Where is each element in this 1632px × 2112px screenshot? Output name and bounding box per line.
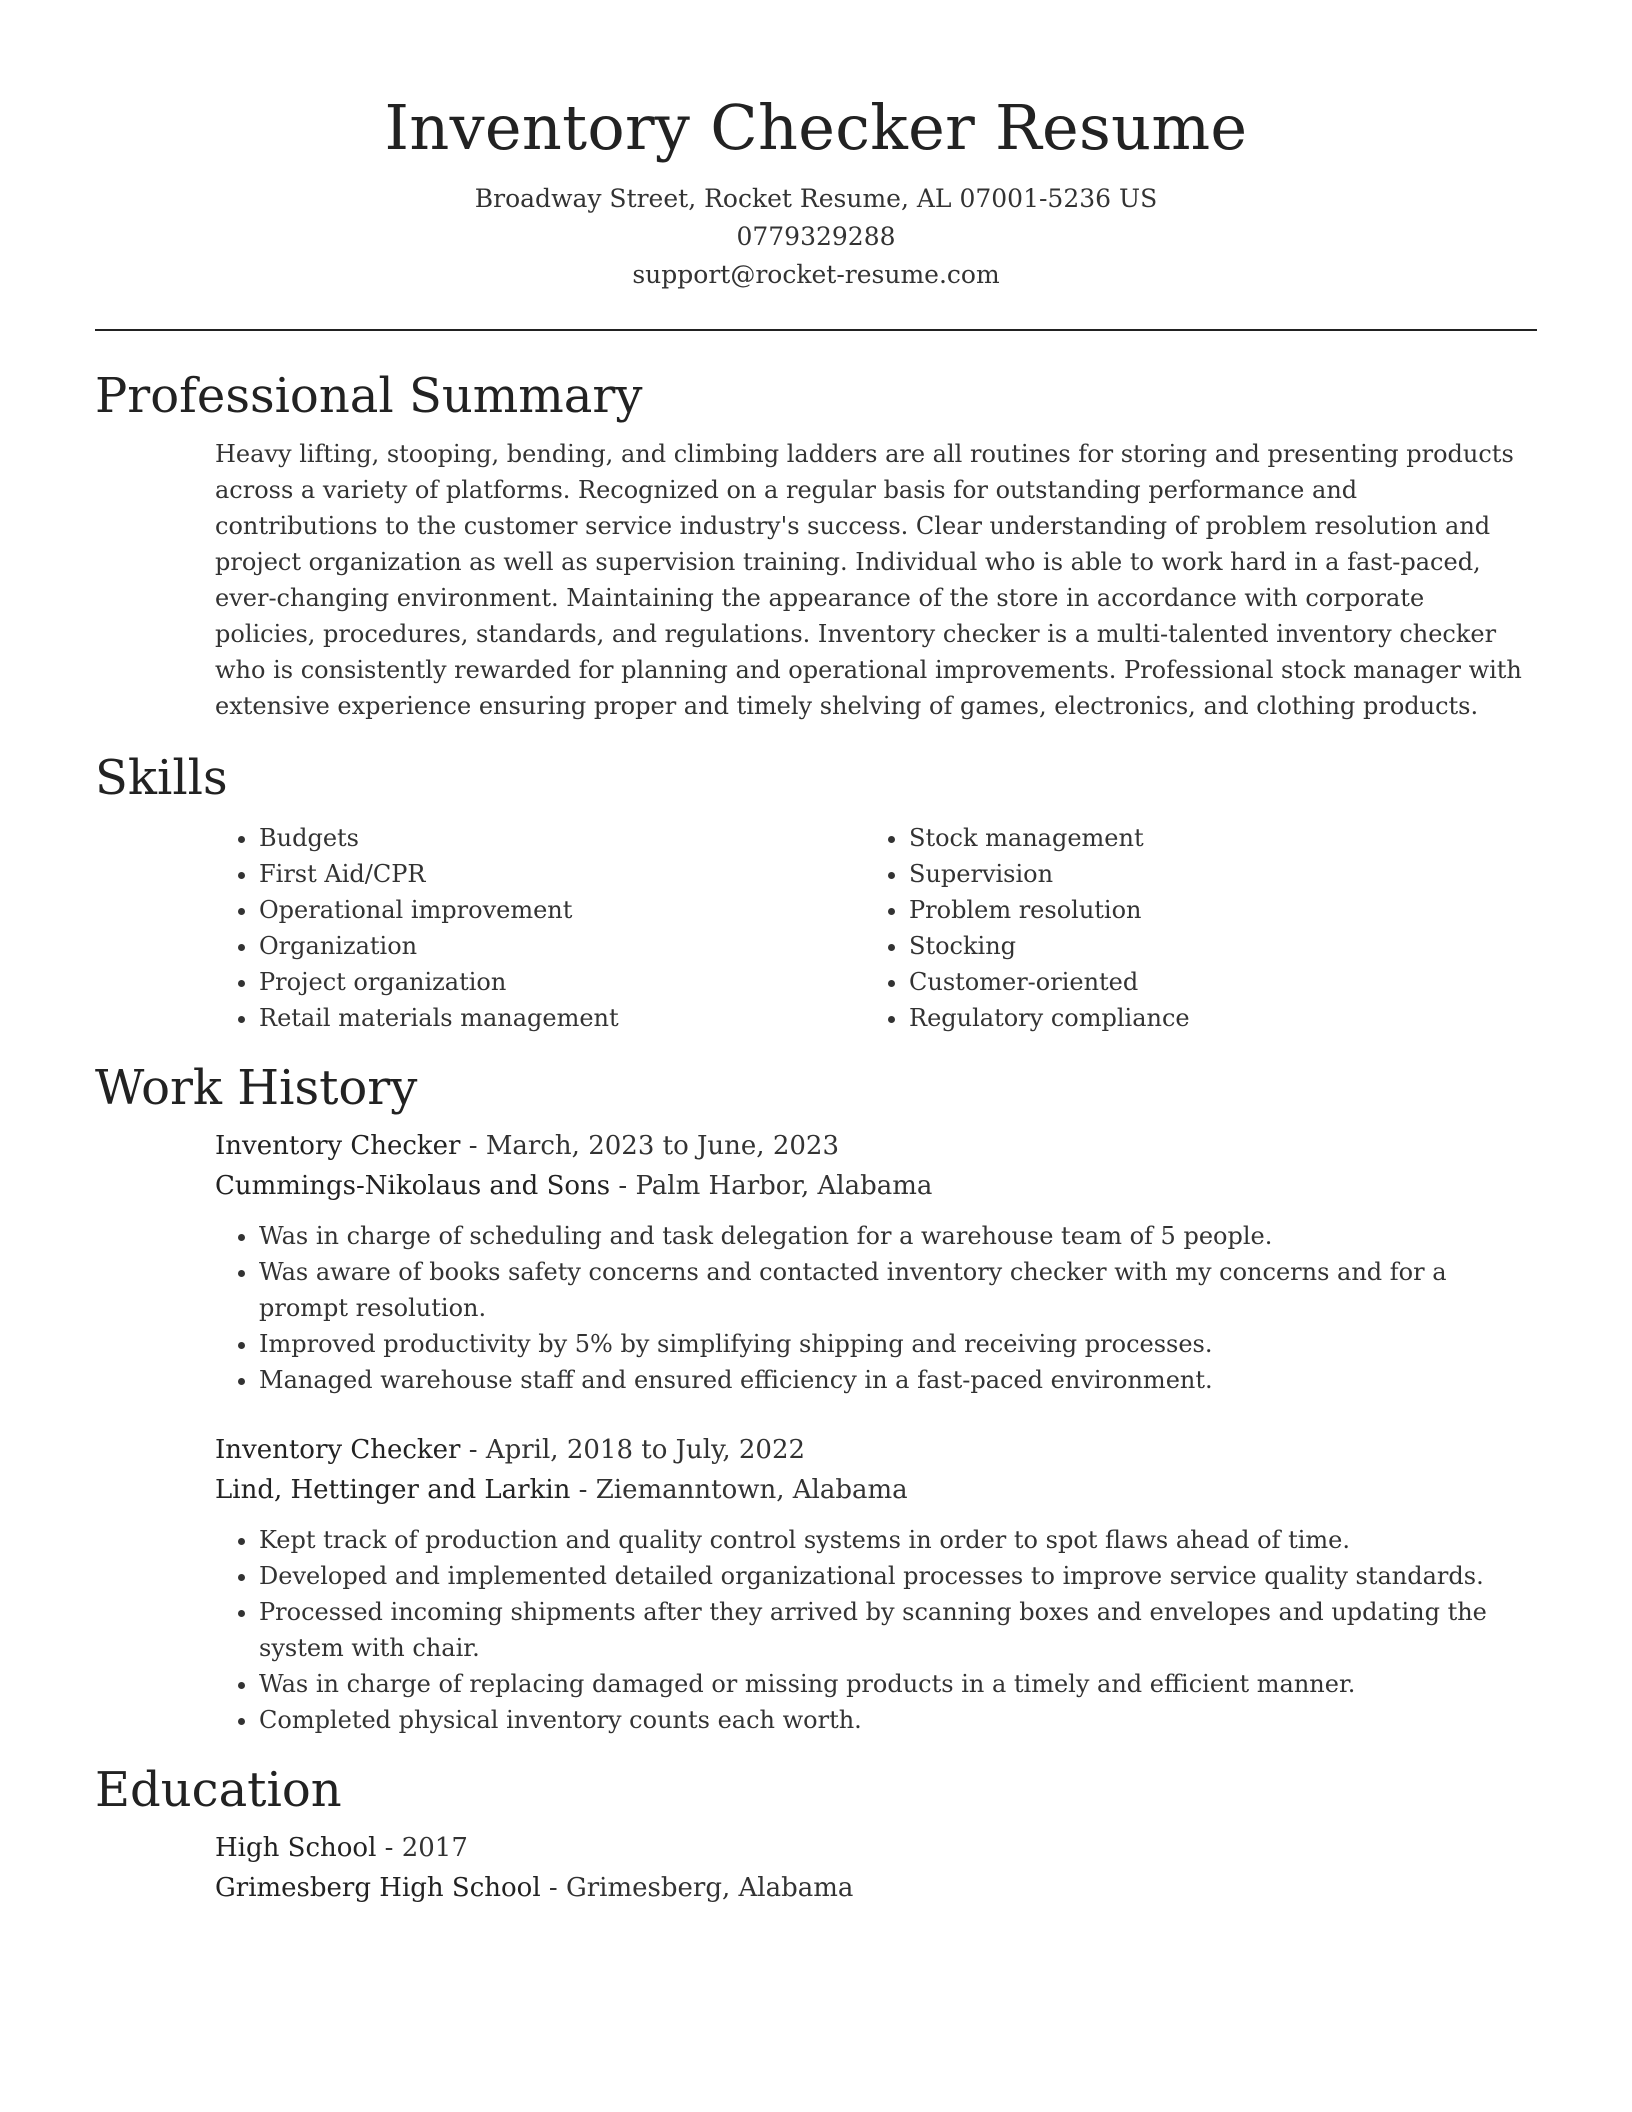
job-separator: - — [460, 1435, 486, 1465]
skills-list-right — [865, 820, 1515, 1036]
skill-item: • Regulatory compliance — [909, 1000, 1515, 1036]
job-entry — [215, 1430, 1537, 1738]
job-company-line — [215, 1470, 1537, 1510]
job-bullet: • Managed warehouse staff and ensured efficiency in a fast-paced environment. — [259, 1362, 1537, 1398]
resume-title: Inventory Checker Resume — [384, 91, 1248, 164]
skill-item: • Budgets — [259, 820, 865, 856]
job-role: Inventory Checker — [215, 1131, 461, 1161]
education-degree-line — [215, 1828, 1537, 1868]
education-entry — [215, 1828, 1537, 1908]
skill-item: • Project organization — [259, 964, 865, 1000]
education-school: Grimesberg High School — [215, 1873, 541, 1903]
summary-heading: Professional Summary — [95, 368, 643, 424]
job-dates: April, 2018 to July, 2022 — [485, 1435, 806, 1465]
skill-item: • Operational improvement — [259, 892, 865, 928]
education-school-line — [215, 1868, 1537, 1908]
skill-item: • Customer-oriented — [909, 964, 1515, 1000]
job-title-line — [215, 1430, 1537, 1470]
job-location: Palm Harbor, Alabama — [635, 1171, 933, 1201]
job-bullet: • Was in charge of replacing damaged or missing products in a timely and efficient manner. — [259, 1666, 1537, 1702]
skills-columns — [215, 820, 1537, 1036]
contact-info — [95, 180, 1537, 294]
job-separator: - — [610, 1171, 636, 1201]
education-heading: Education — [95, 1762, 342, 1818]
skill-item: • First Aid/CPR — [259, 856, 865, 892]
job-role: Inventory Checker — [215, 1435, 461, 1465]
contact-email: support@rocket-resume.com — [632, 260, 1000, 289]
education-separator: - — [376, 1833, 402, 1863]
job-bullet: • Was in charge of scheduling and task delegation for a warehouse team of 5 people. — [259, 1218, 1537, 1254]
education-degree: High School — [215, 1833, 377, 1863]
skill-item: • Stocking — [909, 928, 1515, 964]
job-separator: - — [460, 1131, 486, 1161]
job-company: Cummings-Nikolaus and Sons — [215, 1171, 611, 1201]
job-entry — [215, 1126, 1537, 1398]
job-bullet: • Improved productivity by 5% by simplifying shipping and receiving processes. — [259, 1326, 1537, 1362]
education-section — [95, 1760, 1537, 1908]
summary-text: Heavy lifting, stooping, bending, and climbing ladders are all routines for storing and presenting products across a variety of platforms. Recognized on a regular basis for outstanding performance and contributions to the customer service industry's success. Clear understanding of problem resolution and project organization as well as supervision training. Individual who is able to work hard in a fast-paced, ever-changing environment. Maintaining the appearance of the store in accordance with corporate policies, procedures, standards, and regulations. Inventory checker is a multi-talented inventory checker who is consistently rewarded for planning and operational improvements. Professional stock manager with extensive experience ensuring proper and timely shelving of games, electronics, and clothing products. — [215, 440, 1522, 720]
work-history-body — [95, 1126, 1537, 1738]
work-history-section — [95, 1058, 1537, 1738]
skill-item: • Supervision — [909, 856, 1515, 892]
job-bullet: • Kept track of production and quality control systems in order to spot flaws ahead of time. — [259, 1522, 1537, 1558]
education-year: 2017 — [401, 1833, 468, 1863]
resume-header — [95, 0, 1537, 294]
job-bullet: • Completed physical inventory counts each worth. — [259, 1702, 1537, 1738]
skill-item: • Organization — [259, 928, 865, 964]
skill-item: • Retail materials management — [259, 1000, 865, 1036]
job-separator: - — [570, 1475, 596, 1505]
skill-item: • Stock management — [909, 820, 1515, 856]
skill-item: • Problem resolution — [909, 892, 1515, 928]
job-dates: March, 2023 to June, 2023 — [485, 1131, 839, 1161]
work-history-heading: Work History — [95, 1060, 418, 1116]
job-bullets — [215, 1522, 1537, 1738]
contact-address: Broadway Street, Rocket Resume, AL 07001-5236 US — [474, 184, 1158, 213]
job-title-line — [215, 1126, 1537, 1166]
job-bullet: • Developed and implemented detailed organizational processes to improve service quality standards. — [259, 1558, 1537, 1594]
job-company: Lind, Hettinger and Larkin — [215, 1475, 571, 1505]
education-location: Grimesberg, Alabama — [565, 1873, 854, 1903]
skills-list-left — [215, 820, 865, 1036]
skills-body — [95, 820, 1537, 1036]
job-bullets — [215, 1218, 1537, 1398]
contact-phone: 0779329288 — [736, 222, 896, 251]
skills-heading: Skills — [95, 750, 228, 806]
summary-section — [95, 366, 1537, 724]
job-bullet: • Processed incoming shipments after they arrived by scanning boxes and envelopes and updating the system with chair. — [259, 1594, 1537, 1666]
education-separator: - — [540, 1873, 566, 1903]
job-bullet: • Was aware of books safety concerns and contacted inventory checker with my concerns and for a prompt resolution. — [259, 1254, 1537, 1326]
header-divider — [95, 329, 1537, 331]
summary-body — [95, 436, 1537, 724]
job-company-line — [215, 1166, 1537, 1206]
education-body — [95, 1828, 1537, 1908]
job-location: Ziemanntown, Alabama — [595, 1475, 908, 1505]
skills-section — [95, 748, 1537, 1036]
